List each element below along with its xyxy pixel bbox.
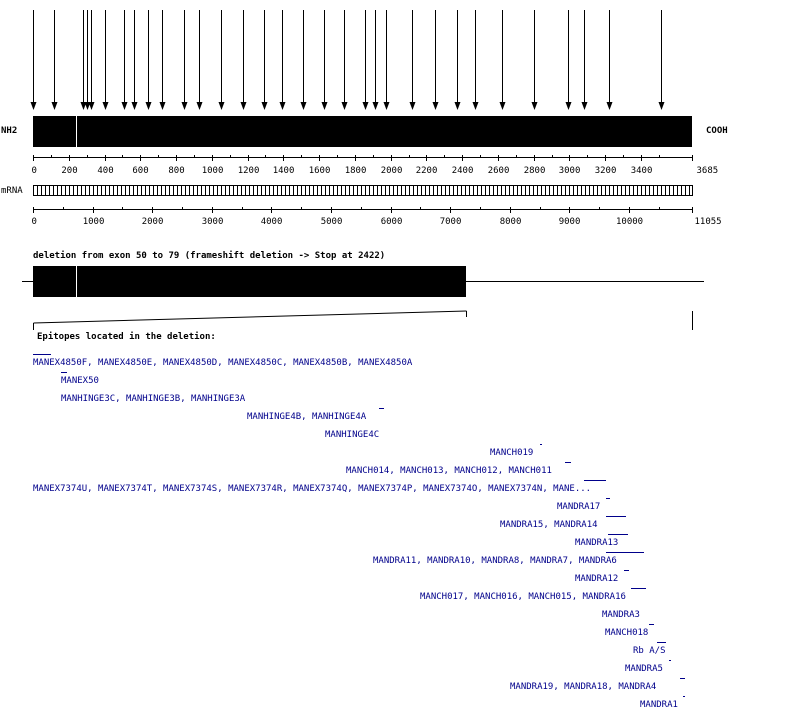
protein-axis-tick-label: 1800 [344,166,367,176]
exon-arrow-head [122,102,128,110]
exon-arrow-head [280,102,286,110]
mrna-label: mRNA [1,186,23,196]
protein-axis-tick-label: 200 [61,166,78,176]
epitope-position-marker [657,642,666,643]
protein-axis-tick-label: 3400 [630,166,653,176]
epitope-position-marker [624,570,629,571]
deletion-bar [33,266,466,297]
epitope-position-marker [606,498,610,499]
nh2-label: NH2 [1,126,18,136]
epitope-row: MANEX7374U, MANEX7374T, MANEX7374S, MANEX7374R, MANEX7374Q, MANEX7374P, MANEX7374O, MANEX7374N, MANE... [33,484,592,494]
exon-arrow-head [241,102,247,110]
protein-axis-tick-label: 1600 [308,166,331,176]
protein-axis-tick-label: 0 [31,166,37,176]
mrna-axis-tick-label: 3000 [201,217,224,227]
protein-axis-tick-label: 2600 [487,166,510,176]
epitopes-title: Epitopes located in the deletion: [37,332,216,342]
mrna-axis-tick-label: 1000 [82,217,105,227]
exon-arrow-head [433,102,439,110]
epitope-position-marker [61,372,67,373]
protein-axis-tick-label: 2200 [415,166,438,176]
epitope-row: MANDRA19, MANDRA18, MANDRA4 [510,682,657,692]
mrna-axis-tick-label: 11055 [694,217,722,227]
epitope-row: MANHINGE3C, MANHINGE3B, MANHINGE3A [61,394,246,404]
epitope-row: MANDRA5 [625,664,663,674]
epitope-position-marker [379,408,384,409]
protein-axis-tick-label: 2000 [380,166,403,176]
epitope-position-marker [584,480,606,481]
epitope-row: MANDRA3 [602,610,640,620]
mrna-axis-tick-label: 7000 [439,217,462,227]
exon-arrow-head [455,102,461,110]
epitope-position-marker [649,624,654,625]
exon-arrow-head [582,102,588,110]
exon-arrow-head [363,102,369,110]
epitope-position-marker [683,696,685,697]
epitope-row: MANHINGE4B, MANHINGE4A [247,412,367,422]
protein-axis-tick-label: 1200 [237,166,260,176]
mrna-axis-tick-label: 8000 [499,217,522,227]
epitope-row: MANEX50 [61,376,99,386]
exon-arrow-head [146,102,152,110]
epitope-row: MANDRA15, MANDRA14 [500,520,598,530]
deletion-domain-break [76,266,77,297]
exon-arrow-head [500,102,506,110]
exon-arrow-head [132,102,138,110]
exon-arrow-head [160,102,166,110]
epitope-position-marker [631,588,646,589]
exon-arrow-head [659,102,665,110]
protein-axis-tick-label: 1400 [272,166,295,176]
mrna-axis-tick-label: 10000 [616,217,644,227]
epitope-position-marker [606,552,644,553]
mrna-axis-tick-label: 6000 [380,217,403,227]
epitope-row: MANDRA1 [640,700,678,710]
domain-break [76,116,77,147]
exon-arrow-head [262,102,268,110]
exon-arrow-head [89,102,95,110]
exon-arrow-head [607,102,613,110]
epitope-position-marker [606,516,626,517]
mrna-axis-tick-label: 4000 [260,217,283,227]
epitope-row: MANDRA17 [557,502,601,512]
epitope-row: MANCH019 [490,448,534,458]
exon-arrow-head [31,102,37,110]
epitope-row: Rb A/S [633,646,666,656]
protein-axis-tick-label: 2400 [451,166,474,176]
protein-axis-tick-label: 800 [168,166,185,176]
epitope-row: MANCH018 [605,628,649,638]
epitope-position-marker [680,678,685,679]
exon-arrow-head [342,102,348,110]
exon-arrow-head [301,102,307,110]
protein-axis-tick-label: 3000 [558,166,581,176]
mrna-axis-tick-label: 0 [31,217,37,227]
exon-arrow-head [52,102,58,110]
epitope-row: MANDRA12 [575,574,619,584]
cooh-label: COOH [706,126,728,136]
exon-arrow-head [473,102,479,110]
epitope-row: MANHINGE4C [325,430,380,440]
deletion-title: deletion from exon 50 to 79 (frameshift deletion -> Stop at 2422) [33,251,386,261]
epitope-position-marker [33,354,51,355]
exon-arrow-head [566,102,572,110]
epitope-position-marker [669,660,671,661]
protein-axis-tick-label: 3685 [696,166,719,176]
exon-arrow-head [219,102,225,110]
epitope-row: MANDRA11, MANDRA10, MANDRA8, MANDRA7, MANDRA6 [373,556,617,566]
exon-arrow-head [103,102,109,110]
epitope-position-marker [540,444,542,445]
epitope-row: MANEX4850F, MANEX4850E, MANEX4850D, MANEX4850C, MANEX4850B, MANEX4850A [33,358,413,368]
exon-arrow-head [322,102,328,110]
protein-axis-tick-label: 400 [97,166,114,176]
exon-arrow-head [197,102,203,110]
exon-arrow-head [532,102,538,110]
exon-arrow-head [182,102,188,110]
protein-axis-tick-label: 600 [132,166,149,176]
exon-arrow-head [384,102,390,110]
protein-axis-tick-label: 2800 [523,166,546,176]
exon-arrow-head [373,102,379,110]
epitope-row: MANCH014, MANCH013, MANCH012, MANCH011 [346,466,552,476]
protein-axis-tick-label: 3200 [594,166,617,176]
epitope-position-marker [608,534,628,535]
protein-bar [33,116,692,147]
mrna-axis-tick-label: 5000 [320,217,343,227]
epitope-row: MANCH017, MANCH016, MANCH015, MANDRA16 [420,592,626,602]
mrna-axis-tick-label: 9000 [558,217,581,227]
deletion-bracket-slope [34,311,467,323]
mrna-axis-tick-label: 2000 [141,217,164,227]
exon-arrow-head [410,102,416,110]
protein-axis-tick-label: 1000 [201,166,224,176]
epitope-row: MANDRA13 [575,538,619,548]
epitope-position-marker [565,462,571,463]
